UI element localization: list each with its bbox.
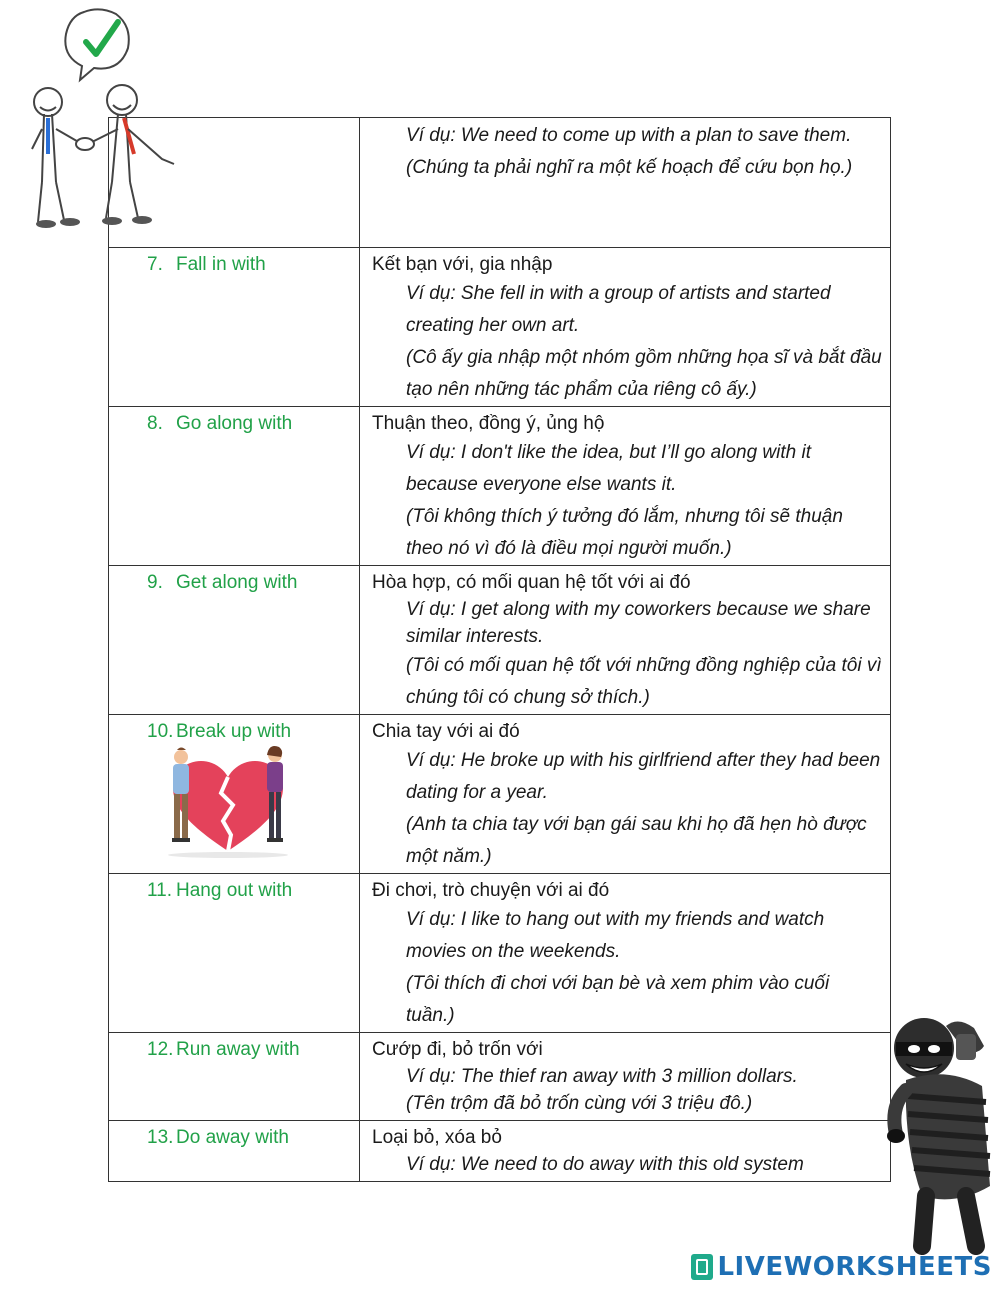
translation-text: (Tôi thích đi chơi với bạn bè và xem phim vào cuối tuần.) [406,973,830,1026]
meaning-cell [360,566,891,715]
example-text: Ví dụ: I get along with my coworkers because we share similar interests. [406,599,871,647]
term-label: Break up with [176,721,292,742]
term-number: 7. [147,254,163,275]
meaning-cell [360,874,891,1033]
example-text: Ví dụ: He broke up with his girlfriend after they had been dating for a year. [406,750,881,803]
term-cell [109,1033,360,1121]
logo-badge-icon [691,1254,713,1280]
phrasal-verb-table [108,117,891,1182]
meaning-text: Đi chơi, trò chuyện với ai đó [372,880,610,901]
meaning-cell [360,1033,891,1121]
meaning-cell [360,715,891,874]
term-number: 9. [147,572,163,593]
thief-illustration [886,1006,1000,1266]
translation-text: (Tôi có mối quan hệ tốt với những đồng nghiệp của tôi vì chúng tôi có chung sở thích.) [406,655,882,708]
meaning-text: Loại bỏ, xóa bỏ [372,1127,502,1148]
table-row [109,566,891,715]
table-row [109,874,891,1033]
table-row [109,1121,891,1182]
translation-text: (Cô ấy gia nhập một nhóm gồm những họa sĩ và bắt đầu tạo nên những tác phẩm của riêng cô ấy.) [406,347,882,400]
term-number: 12. [147,1039,174,1060]
translation-text: (Tên trộm đã bỏ trốn cùng với 3 triệu đô.) [406,1093,753,1114]
handshake-agreement-illustration [22,4,182,230]
liveworksheets-logo [691,1251,992,1283]
meaning-text: Kết bạn với, gia nhập [372,254,553,275]
term-label: Go along with [176,413,293,434]
table-row [109,407,891,566]
meaning-cell [360,118,891,248]
meaning-cell [360,1121,891,1182]
term-cell [109,566,360,715]
term-label: Do away with [176,1127,289,1148]
term-label: Fall in with [176,254,266,275]
translation-text: (Chúng ta phải nghĩ ra một kế hoạch để cứu bọn họ.) [406,157,853,178]
table-row [109,715,891,874]
meaning-text: Chia tay với ai đó [372,721,520,742]
meaning-text: Thuận theo, đồng ý, ủng hộ [372,413,605,434]
meaning-cell [360,407,891,566]
term-number: 13. [147,1127,174,1148]
term-label: Hang out with [176,880,293,901]
term-label: Run away with [176,1039,300,1060]
term-cell [109,874,360,1033]
term-number: 10. [147,721,174,742]
term-cell [109,1121,360,1182]
example-text: Ví dụ: We need to do away with this old system [406,1154,804,1175]
meaning-text: Cướp đi, bỏ trốn với [372,1039,543,1060]
table-row [109,248,891,407]
example-text: Ví dụ: She fell in with a group of artists and started creating her own art. [406,283,831,336]
broken-heart-couple-illustration [153,743,303,859]
table-row [109,1033,891,1121]
meaning-cell [360,248,891,407]
table-row [109,118,891,248]
term-cell [109,407,360,566]
term-number: 11. [147,880,173,901]
logo-text: LIVEWORKSHEETS [717,1252,992,1282]
example-text: Ví dụ: The thief ran away with 3 million dollars. [406,1066,798,1087]
example-text: Ví dụ: We need to come up with a plan to save them. [406,125,852,146]
term-number: 8. [147,413,163,434]
translation-text: (Tôi không thích ý tưởng đó lắm, nhưng tôi sẽ thuận theo nó vì đó là điều mọi người muốn.) [406,506,843,559]
example-text: Ví dụ: I like to hang out with my friends and watch movies on the weekends. [406,909,825,962]
translation-text: (Anh ta chia tay với bạn gái sau khi họ đã hẹn hò được một năm.) [406,814,867,867]
term-label: Get along with [176,572,298,593]
term-cell [109,715,360,874]
meaning-text: Hòa hợp, có mối quan hệ tốt với ai đó [372,572,691,593]
term-cell [109,248,360,407]
example-text: Ví dụ: I don't like the idea, but I’ll go along with it because everyone else wants it. [406,442,811,495]
